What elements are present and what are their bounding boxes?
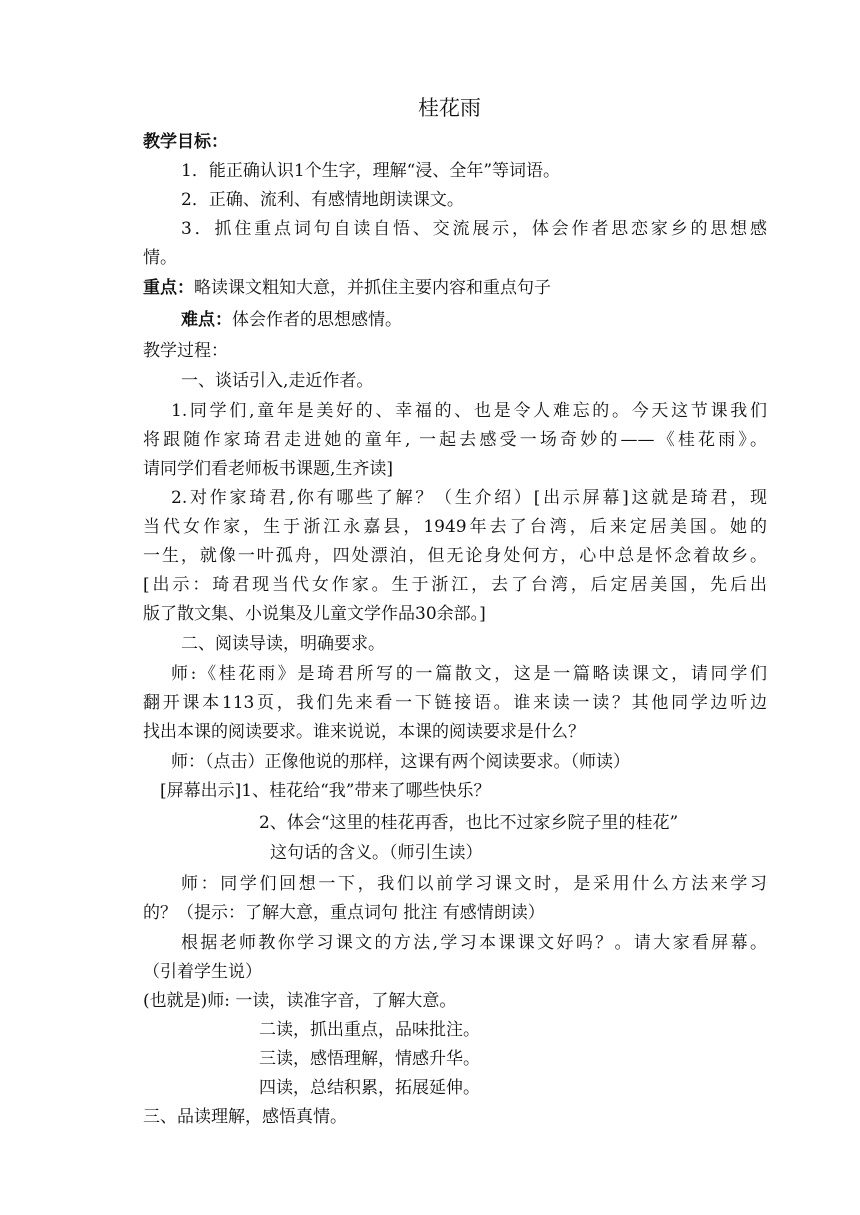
reading-step-1: (也就是)师: 一读，读准字音，了解大意。 (143, 991, 457, 1011)
screen-requirement-2: 2、体会“这里的桂花再香，也比不过家乡院子里的桂花” (259, 813, 679, 833)
section2-title: 二、阅读导读，明确要求。 (181, 634, 385, 654)
section1-paragraph2-line4: [出示：琦君现当代女作家。生于浙江，去了台湾，后定居美国，先后出 (143, 575, 767, 595)
section2-paragraph3-line1: 师：同学们回想一下，我们以前学习课文时，是采用什么方法来学习 (181, 874, 767, 894)
reading-step-4: 四读，总结积累，拓展延伸。 (259, 1078, 480, 1098)
section2-paragraph1-line3: 找出本课的阅读要求。谁来说说，本课的阅读要求是什么？ (143, 722, 585, 742)
section2-paragraph3-line2: 的？（提示：了解大意，重点词句 批注 有感情朗读） (143, 903, 545, 923)
section1-paragraph1-line2: 将跟随作家琦君走进她的童年, 一起去感受一场奇妙的——《桂花雨》。 (143, 430, 767, 450)
goal-item-3: 3．抓住重点词句自读自悟、交流展示，体会作者思恋家乡的思想感 (181, 219, 767, 239)
goal-item-3-continued: 情。 (143, 248, 177, 268)
key-point-text: 略读课文粗知大意，并抓住主要内容和重点句子 (194, 278, 551, 298)
section2-paragraph4-line2: （引着学生说） (143, 962, 262, 982)
key-point-line (143, 273, 551, 303)
goals-heading: 教学目标： (143, 132, 228, 152)
section2-paragraph4-line1: 根据老师教你学习课文的方法,学习本课课文好吗？。请大家看屏幕。 (181, 933, 767, 953)
section1-paragraph1-line1: 1.同学们,童年是美好的、幸福的、也是令人难忘的。今天这节课我们 (171, 401, 767, 421)
section1-paragraph1-line3: 请同学们看老师板书课题,生齐读] (143, 459, 394, 479)
section1-paragraph2-line3: 一生，就像一叶孤舟，四处漂泊，但无论身处何方，心中总是怀念着故乡。 (143, 546, 767, 566)
reading-step-3: 三读，感悟理解，情感升华。 (259, 1049, 480, 1069)
difficulty-text: 体会作者的思想感情。 (232, 310, 402, 330)
section1-paragraph2-line2: 当代女作家，生于浙江永嘉县，1949年去了台湾，后来定居美国。她的 (143, 517, 767, 537)
key-point-label: 重点： (143, 278, 194, 298)
section2-paragraph1-line1: 师:《桂花雨》是琦君所写的一篇散文，这是一篇略读课文，请同学们 (171, 664, 767, 684)
section1-paragraph2-line1: 2.对作家琦君,你有哪些了解？（生介绍）[出示屏幕]这就是琦君，现 (171, 488, 767, 508)
goal-item-2: 2．正确、流利、有感情地朗读课文。 (181, 190, 464, 210)
reading-step-2: 二读，抓出重点，品味批注。 (259, 1020, 480, 1040)
screen-requirement-1: [屏幕出示]1、桂花给“我”带来了哪些快乐？ (160, 781, 491, 801)
section2-paragraph2: 师：（点击）正像他说的那样，这课有两个阅读要求。（师读） (171, 752, 630, 772)
difficulty-label: 难点： (181, 310, 232, 330)
section3-title: 三、品读理解，感悟真情。 (143, 1107, 347, 1127)
document-title: 桂花雨 (418, 96, 481, 120)
section1-paragraph2-line5: 版了散文集、小说集及儿童文学作品30余部。] (143, 604, 486, 624)
difficulty-line (181, 305, 402, 335)
screen-requirement-2-continued: 这句话的含义。（师引生读） (270, 843, 483, 863)
goal-item-1: 1．能正确认识1个生字，理解“浸、全年”等词语。 (181, 161, 561, 181)
section1-title: 一、谈话引入,走近作者。 (181, 371, 374, 391)
section2-paragraph1-line2: 翻开课本113页，我们先来看一下链接语。谁来读一读？其他同学边听边 (143, 693, 767, 713)
process-heading: 教学过程： (143, 341, 228, 361)
